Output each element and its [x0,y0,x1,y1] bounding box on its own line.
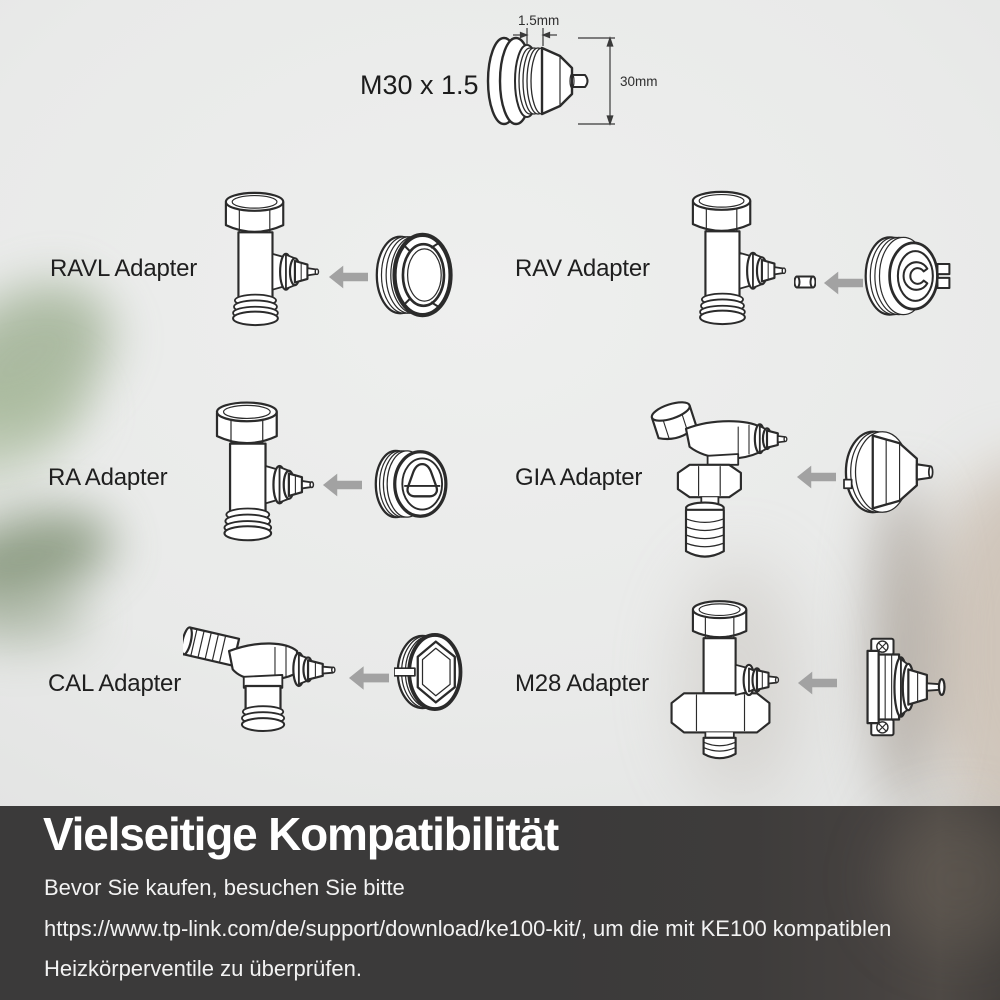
rav-adapter-illustration [862,232,954,320]
cal-adapter-illustration [394,632,470,712]
ravl-adapter-illustration [374,232,458,318]
gia-adapter-illustration [842,426,938,518]
adapter-label-ra: RA Adapter [48,464,168,491]
diameter-dimension: 30mm [620,74,658,89]
arrow-left-icon [322,472,362,498]
banner-text-line1: Bevor Sie kaufen, besuchen Sie bitte [44,875,405,900]
adapter-label-rav: RAV Adapter [515,255,650,282]
ra-valve-illustration [189,398,315,549]
banner-text-line3: Heizkörperventile zu überprüfen. [44,956,362,981]
banner-title: Vielseitige Kompatibilität [43,808,558,860]
rav-valve-illustration [666,188,787,332]
m28-valve-illustration [668,597,797,762]
plant-leaf-blur [0,588,90,648]
adapter-label-ravl: RAVL Adapter [50,255,198,282]
adapter-label-gia: GIA Adapter [515,464,643,491]
adapter-label-m28: M28 Adapter [515,670,649,697]
arrow-left-icon [348,665,389,691]
cal-valve-illustration [183,618,344,742]
adapter-label-cal: CAL Adapter [48,670,181,697]
adapter-technical-drawing [482,20,637,128]
gia-valve-illustration [650,400,794,562]
arrow-left-icon [796,464,836,490]
ra-adapter-illustration [372,444,462,524]
thread-spec-label: M30 x 1.5 [360,70,479,100]
rav-pin-illustration [794,274,816,290]
ravl-valve-illustration [199,189,320,333]
arrow-left-icon [797,670,837,696]
banner-text-line2: https://www.tp-link.com/de/support/download/ke100-kit/, um die mit KE100 kompatiblen [44,916,892,941]
m28-adapter-illustration [845,636,955,738]
arrow-left-icon [328,264,368,290]
thread-pitch-dimension: 1.5mm [518,13,560,28]
arrow-left-icon [823,270,863,296]
